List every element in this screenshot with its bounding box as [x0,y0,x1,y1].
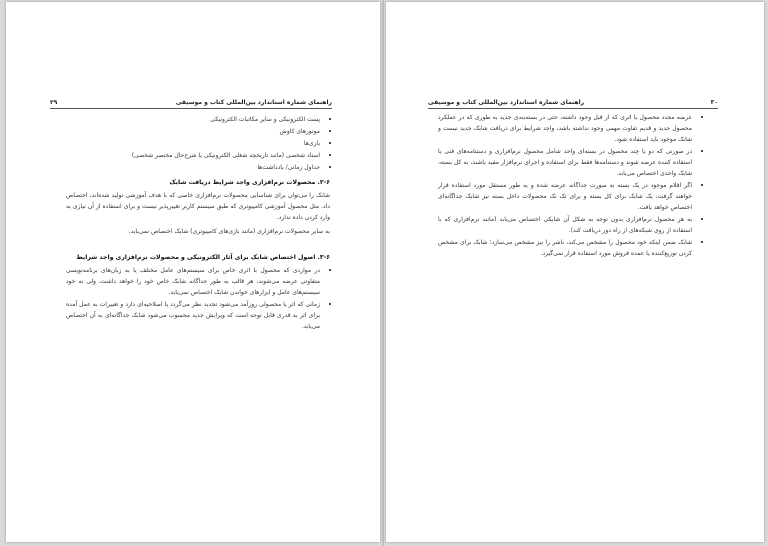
list-item: • پست الکترونیکی و سایر مکاتبات الکترونیکی [66,114,320,125]
list-item: • در مواردی که محصول با اثری خاص برای سیستم‌های عامل مختلف یا به زبان‌های برنامه‌نویسی متفاوتی عرضه می‌شوند، هر قالب به طور جداگانه شابک خاص خود را خواهد داشت، ولی به خود سیستم‌های عامل و ابزارهای خواندن شابک اختصاص نمی‌یابد. [66,265,320,298]
page-right [386,2,764,542]
running-header [50,99,332,109]
bullet-list [66,265,330,332]
header-title: راهنمای شماره استاندارد بین‌المللی کتاب و موسیقی [175,99,332,106]
list-item: • در صورتی که دو یا چند محصول در بسته‌ای واحد شامل محصول نرم‌افزاری و دستنامه‌های فنی یا استفاده کننده عرضه شوند و دستنامه‌ها فقط برای استفاده و اجرای نرم‌افزار مفید باشند، به کل بسته، شابک واحدی اختصاص می‌یابد. [438,146,692,179]
list-item: • شابک ضمن اینکه خود محصول را مشخص می‌کند، ناشر را نیز مشخص می‌سازد؛ شابک برای مشخص کردن توزیع‌کننده یا عمده فروش مورد استفاده قرار نمی‌گیرد. [438,237,692,259]
section-heading: ۳-۶. اصول اختصاص شابک برای آثار الکترونیکی و محصولات نرم‌افزاری واجد شرایط [76,254,330,261]
page-body [66,114,330,333]
page-number: ۳۰ [710,99,718,106]
list-item: • زمانی که اثر یا محصولی روزآمد می‌شود تجدید نظر می‌گردد یا اصلاحیه‌ای دارد و تغییرات به عمل آمده برای اثر به قدری قابل توجه است که ویرایش جدید محسوب می‌شود شابک جداگانه‌ای به آن اختصاص می‌یابد. [66,299,320,332]
running-header [428,99,718,109]
page-body [438,112,702,260]
list-item: • اگر اقلام موجود در یک بسته به صورت جداگانه عرضه شده و به طور مستقل مورد استفاده قرار خواهند گرفت، یک شابک برای کل بسته و برای تک تک محصولات داخل بسته نیز شابک جداگانه‌ای اختصاص خواهد یافت. [438,180,692,213]
page-number: ۲۹ [50,99,58,106]
header-title: راهنمای شماره استاندارد بین‌المللی کتاب و موسیقی [428,99,585,106]
paragraph: شابک را می‌توان برای شناسایی محصولات نرم‌افزاری خاصی که با هدف آموزشی تولید شده‌اند، اختصاص داد. مثل محصول آموزشی کامپیوتری که طبق سیستم کاربر تغییرپذیر نیست و برای استفاده از آن نیازی به وارد کردن داده ندارد. [66,192,330,221]
list-item: • موتورهای کاوش [66,126,320,137]
list-item: • به هر محصول نرم‌افزاری بدون توجه به شکل آن شابکی اختصاص می‌یابد (مانند نرم‌افزاری که با استفاده از روی شبکه‌های از راه دور دریافت کند). [438,214,692,236]
page-left [6,2,380,542]
bullet-list [66,114,330,173]
list-item: • عرضه مجدد محصول یا اثری که از قبل وجود داشته، حتی در بسته‌بندی جدید به طوری که در عملکرد محصول جدید و قدیم تفاوت مهمی وجود نداشته باشد، واجد شرایط برای دریافت شابک جدید نیست و شابک موجود باید استفاده شود. [438,112,692,145]
list-item: • جداول زمانی/ یادداشت‌ها [66,162,320,173]
page-gutter [382,0,384,546]
paragraph: به سایر محصولات نرم‌افزاری (مانند بازی‌های کامپیوتری) شابک اختصاص نمی‌یابد. [128,228,330,235]
list-item: • اسناد شخصی (مانند تاریخچه شغلی الکترونیکی یا شرح‌حال مختصر شخصی) [66,150,320,161]
bullet-list [438,112,702,259]
list-item: • بازی‌ها [66,138,320,149]
section-heading: ۲-۶. محصولات نرم‌افزاری واجد شرایط دریافت شابک [169,179,330,186]
